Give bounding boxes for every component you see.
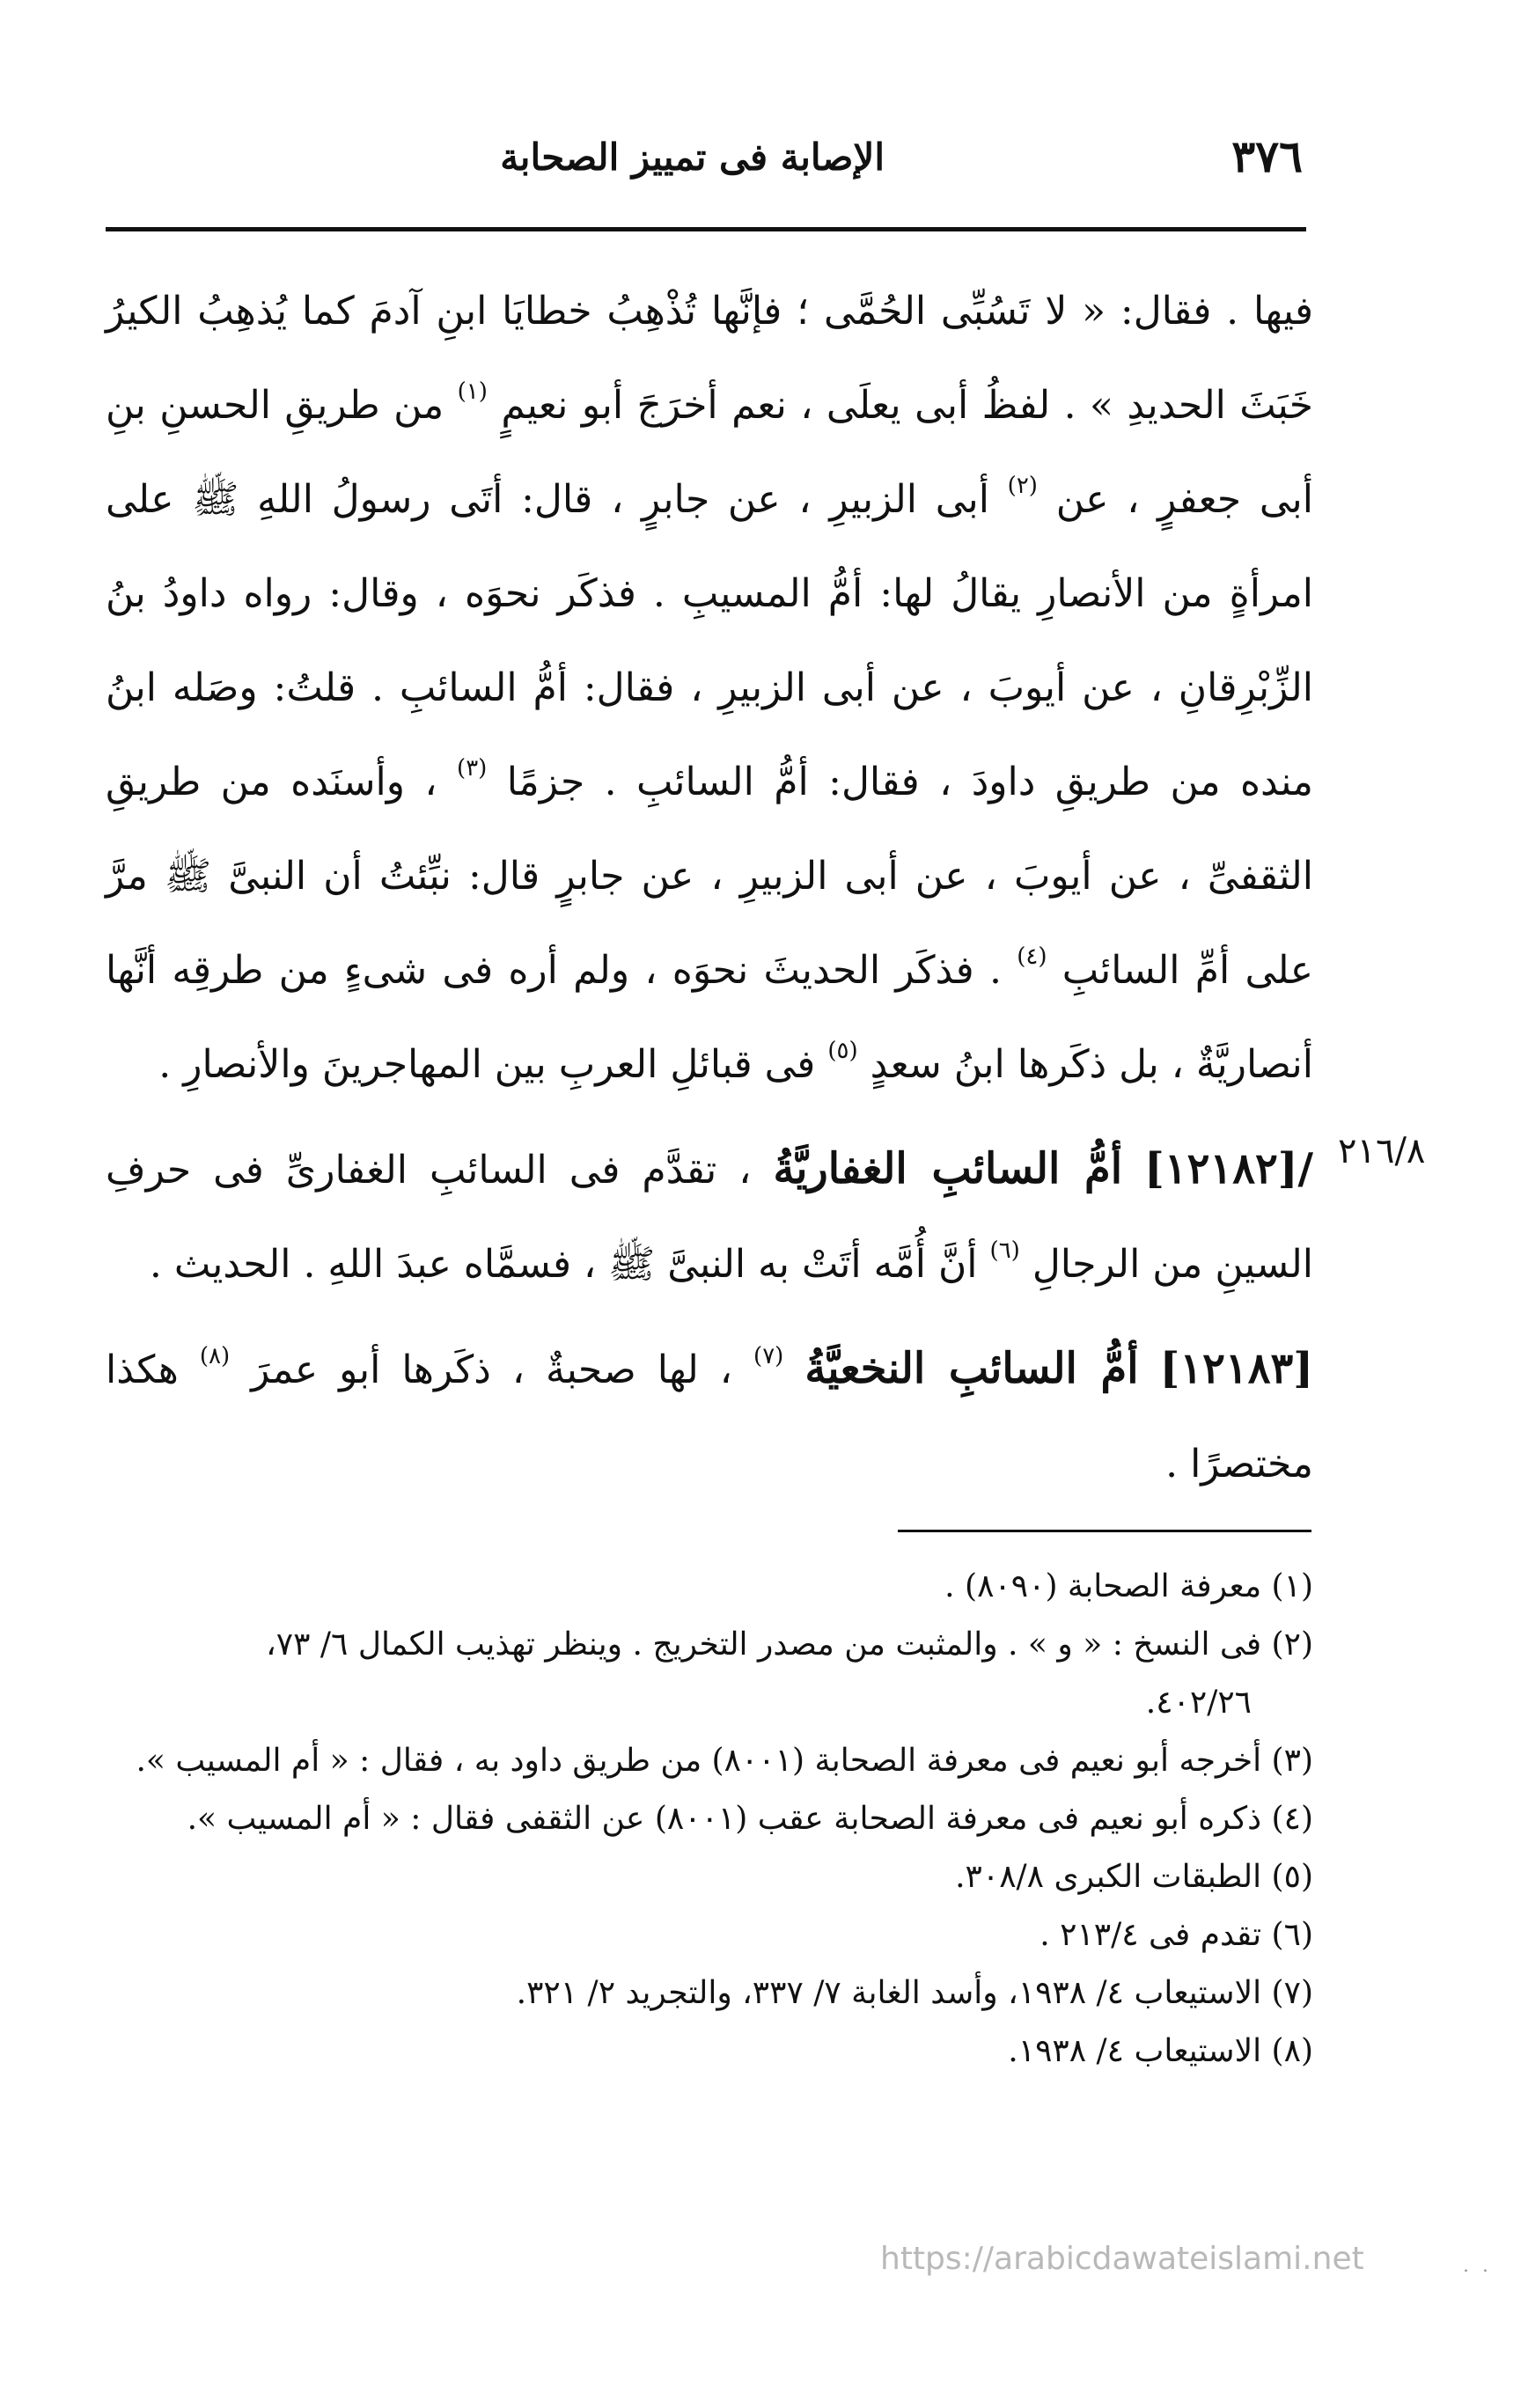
footnote-2: (٢) فى النسخ : « و » . والمثبت من مصدر التخريج . وينظر تهذيب الكمال ٦/ ٧٣، bbox=[266, 1626, 1313, 1663]
footnotes bbox=[106, 1558, 1313, 2081]
text-run: ، وأسنَده من طريقِ الثقفىِّ ، عن أيوبَ ، عن أبى الزبيرِ ، عن جابرٍ قال: نبِّئتُ أن النبىَّ ﷺ مرَّ على أمِّ السائبِ bbox=[106, 760, 1313, 993]
entry-number: /[١٢١٨٢] bbox=[1144, 1144, 1313, 1193]
footnote-ref-3: (٣) bbox=[457, 755, 488, 782]
entry-name: أمُّ السائبِ الغفاريَّةُ bbox=[773, 1144, 1123, 1193]
footnote-2-continuation: ٤٠٢/٢٦. bbox=[1145, 1685, 1252, 1721]
watermark-url: https://arabicdawateislami.net bbox=[880, 2241, 1364, 2277]
entry-number: [١٢١٨٣] bbox=[1159, 1344, 1313, 1393]
main-text bbox=[106, 264, 1313, 1511]
footnote-1: (١) معرفة الصحابة (٨٠٩٠) . bbox=[944, 1568, 1313, 1604]
text-run: أنَّ أُمَّه أتَتْ به النبىَّ ﷺ ، فسمَّاه عبدَ اللهِ . الحديث . bbox=[149, 1242, 978, 1287]
text-run: فيها . فقال: « لا تَسُبِّى الحُمَّى ؛ فإنَّها تُذْهِبُ خطايَا ابنِ آدمَ كما يُذهِبُ الكيرُ خَبَثَ الحديدِ » . لفظُ أبى يعلَى ، نعم أخرَجَ أبو نعيمٍ bbox=[106, 289, 1313, 428]
footnote-6: (٦) تقدم فى ٢١٣/٤ . bbox=[1039, 1917, 1313, 1953]
edge-marks: . . bbox=[1463, 2255, 1492, 2277]
entry-name: أمُّ السائبِ النخعيَّةُ bbox=[804, 1344, 1139, 1393]
footnote-ref-6: (٦) bbox=[989, 1237, 1020, 1264]
margin-volume-page-note: ٢١٦/٨ bbox=[1338, 1131, 1426, 1171]
footnote-7: (٧) الاستيعاب ٤/ ١٩٣٨، وأسد الغابة ٧/ ٣٣٧، والتجريد ٢/ ٣٢١. bbox=[516, 1975, 1313, 2011]
footnote-ref-7: (٧) bbox=[753, 1343, 784, 1369]
footnote-ref-5: (٥) bbox=[827, 1038, 858, 1064]
page-number: ٣٧٦ bbox=[1231, 130, 1303, 182]
text-run: ، تقدَّم فى السائبِ الغفارىِّ فى حرفِ السينِ من الرجالِ bbox=[106, 1148, 1313, 1287]
footnote-rule bbox=[898, 1530, 1311, 1532]
footnote-ref-8: (٨) bbox=[199, 1343, 231, 1369]
page-header bbox=[106, 123, 1303, 194]
footnote-ref-1: (١) bbox=[457, 378, 488, 405]
text-run: فى قبائلِ العربِ بين المهاجرينَ والأنصارِ . bbox=[158, 1042, 816, 1087]
footnote-4: (٤) ذكره أبو نعيم فى معرفة الصحابة عقب (٨٠٠١) عن الثقفى فقال : « أم المسيب ». bbox=[187, 1801, 1313, 1837]
footnote-ref-2: (٢) bbox=[1007, 473, 1038, 499]
entry-12182 bbox=[106, 1122, 1313, 1311]
text-run: هكذا مختصرًا . bbox=[106, 1347, 1313, 1487]
text-run: ، لها صحبةٌ ، ذكَرها أبو عمرَ bbox=[251, 1347, 733, 1392]
text-run: . فذكَر الحديثَ نحوَه ، ولم أره فى شىءٍ من طرقِه أنَّها أنصاريَّةٌ ، بل ذكَرها ابنُ سعدٍ bbox=[106, 948, 1313, 1087]
running-title: الإصابة فى تمييز الصحابة bbox=[500, 136, 885, 179]
text-run: أبى الزبيرِ ، عن جابرٍ ، قال: أتَى رسولُ اللهِ ﷺ على امرأةٍ من الأنصارِ يقالُ لها: أمُّ المسيبِ . فذكَر نحوَه ، وقال: رواه داودُ بنُ الزِّبْرِقانِ ، عن أيوبَ ، عن أبى الزبيرِ ، فقال: أمُّ السائبِ . قلتُ: وصَله ابنُ منده من طريقِ داودَ ، فقال: أمُّ السائبِ . جزمًا bbox=[106, 477, 1313, 804]
paragraph-continuation bbox=[106, 264, 1313, 1112]
footnote-ref-4: (٤) bbox=[1017, 943, 1047, 970]
text-run: من طريقِ الحسنِ بنِ أبى جعفرٍ ، عن bbox=[106, 383, 1313, 522]
footnote-5: (٥) الطبقات الكبرى ٣٠٨/٨. bbox=[955, 1859, 1313, 1895]
entry-12183 bbox=[106, 1322, 1313, 1511]
footnote-3: (٣) أخرجه أبو نعيم فى معرفة الصحابة (٨٠٠١) من طريق داود به ، فقال : « أم المسيب ». bbox=[136, 1743, 1313, 1779]
header-rule bbox=[106, 227, 1306, 231]
footnote-8: (٨) الاستيعاب ٤/ ١٩٣٨. bbox=[1008, 2033, 1313, 2069]
